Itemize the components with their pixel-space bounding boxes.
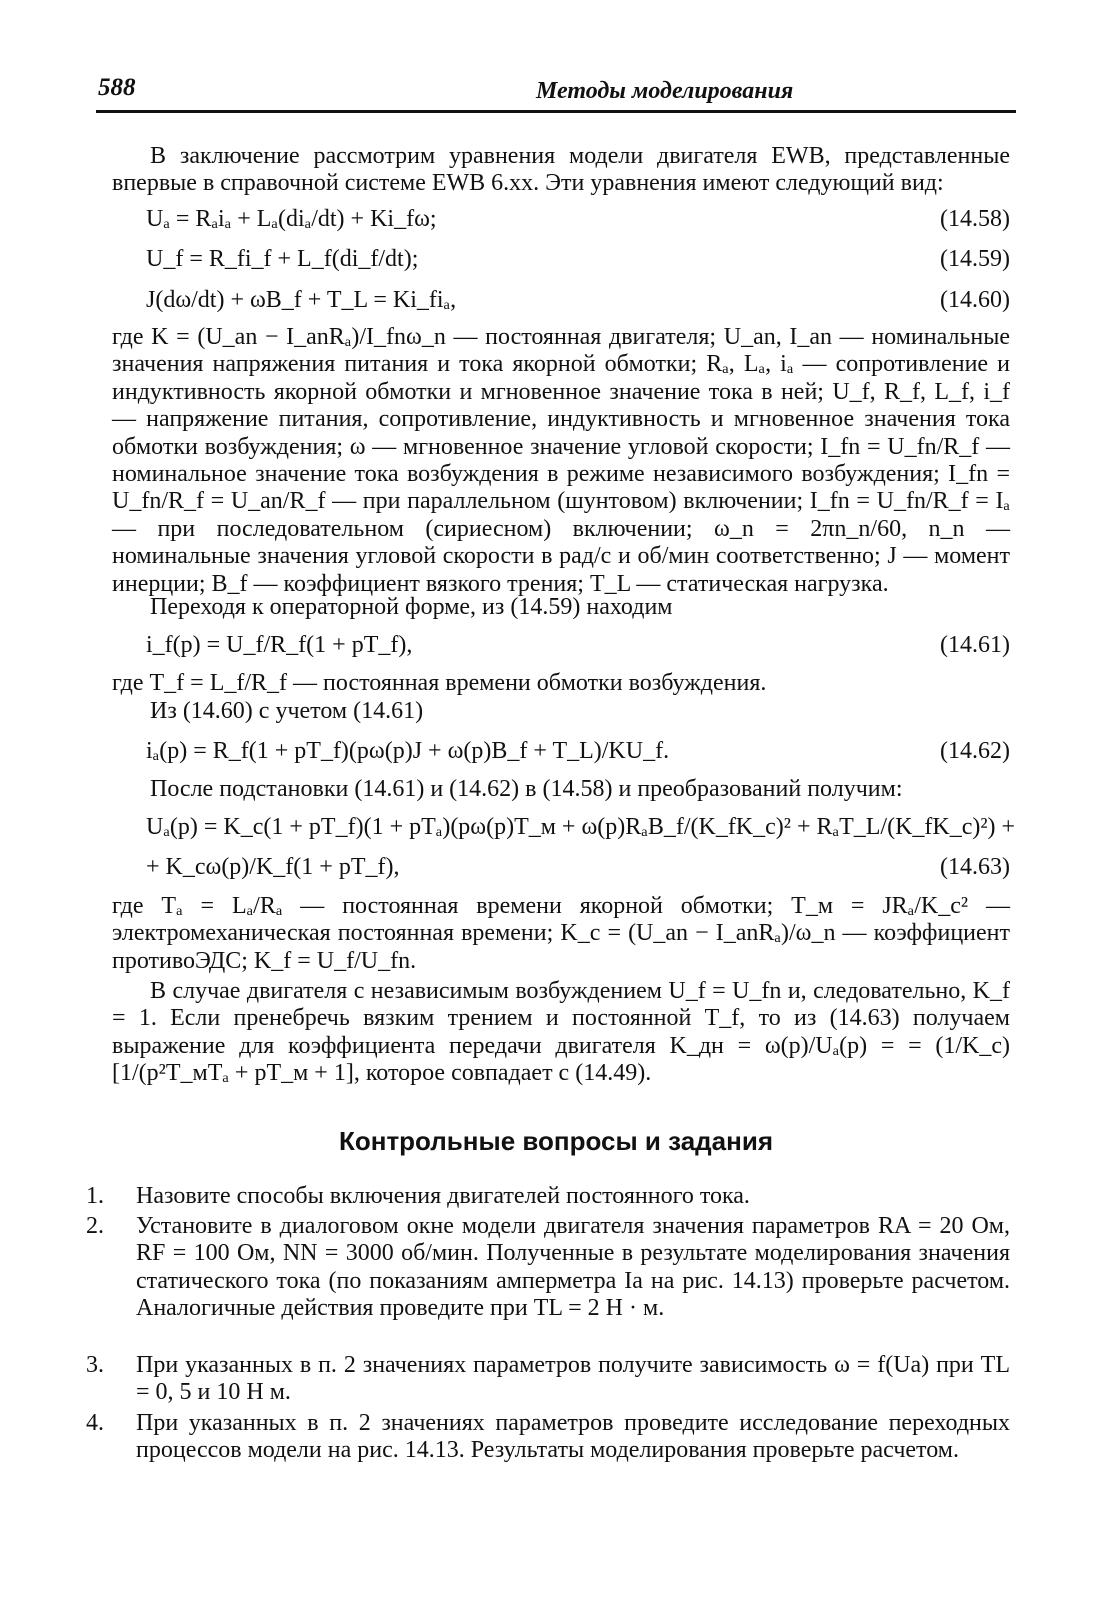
equation-expression: Uₐ = Rₐiₐ + Lₐ(diₐ/dt) + Ki_fω; [146,206,437,232]
equation-14-59 [146,244,1010,274]
question-item [86,1352,1010,1407]
equation-number: (14.59) [940,246,1010,272]
question-text: При указанных в п. 2 значениях параметров проведите исследование переходных процессов модели на рис. 14.13. Результаты моделирования проверьте расчетом. [136,1410,1010,1464]
question-number: 3. [86,1352,104,1378]
question-item [86,1183,1010,1210]
equation-14-60 [146,285,1010,315]
equation-expression: J(dω/dt) + ωB_f + T_L = Ki_fiₐ, [146,287,457,313]
running-title: Методы моделирования [536,78,794,104]
question-item [86,1410,1010,1465]
paragraph-time-constants: где Tₐ = Lₐ/Rₐ — постоянная времени якорной обмотки; T_м = JRₐ/K_c² — электромеханическая постоянная времени; K_c = (U_an − I_anRₐ)/ω_n — коэффициент противоЭДС; K_f = U_f/U_fn. [112,893,1010,974]
equation-number: (14.60) [940,287,1010,313]
page-number: 588 [98,74,136,101]
equation-number: (14.62) [940,738,1010,764]
equation-expression: i_f(p) = U_f/R_f(1 + pT_f), [146,632,413,658]
paragraph-operator-form: Переходя к операторной форме, из (14.59) находим [150,594,673,620]
equation-expression: Uₐ(p) = K_c(1 + pT_f)(1 + pTₐ)(pω(p)T_м + ω(p)RₐB_f/(K_fK_c)² + RₐT_L/(K_fK_c)²) + [146,814,1016,840]
question-text: При указанных в п. 2 значениях параметров получите зависимость ω = f(Ua) при TL = 0, 5 и 10 Н м. [136,1352,1010,1406]
section-heading: Контрольные вопросы и задания [338,1126,773,1156]
equation-14-63-line1 [146,812,1016,842]
equation-number: (14.58) [940,206,1010,232]
paragraph-definitions: где K = (U_an − I_anRₐ)/I_fnω_n — постоянная двигателя; U_an, I_an — номинальные значения напряжения питания и тока якорной обмотки; Rₐ, Lₐ, iₐ — сопротивление и индуктивность якорной обмотки и мгновенное значение тока в ней; U_f, R_f, L_f, i_f — напряжение питания, сопротивление, индуктивность и мгновенное значения тока обмотки возбуждения; ω — мгновенное значение угловой скорости; I_fn = U_fn/R_f — номинальное значение тока возбуждения в режиме независимого возбуждения; I_fn = U_fn/R_f = U_an/R_f — при параллельном (шунтовом) включении; I_fn = U_fn/R_f = Iₐ — при последовательном (сириесном) включении; ω_n = 2πn_n/60, n_n — номинальные значения угловой скорости в рад/с и об/мин соответственно; J — момент инерции; B_f — коэффициент вязкого трения; T_L — статическая нагрузка. [112,324,1010,597]
paragraph-intro: В заключение рассмотрим уравнения модели двигателя EWB, представленные впервые в справочной системе EWB 6.xx. Эти уравнения имеют следующий вид: [112,143,1010,197]
paragraph-substitution: После подстановки (14.61) и (14.62) в (14.58) и преобразований получим: [150,776,903,802]
equation-expression: iₐ(p) = R_f(1 + pT_f)(pω(p)J + ω(p)B_f + T_L)/KU_f. [146,738,670,764]
paragraph-from-14-60: Из (14.60) с учетом (14.61) [150,698,424,724]
equation-expression: + K_cω(p)/K_f(1 + pT_f), [146,854,400,880]
question-number: 4. [86,1410,104,1436]
question-number: 2. [86,1213,104,1239]
equation-14-63-line2 [146,852,1010,882]
equation-number: (14.61) [940,632,1010,658]
equation-14-61 [146,630,1010,660]
equation-number: (14.63) [940,854,1010,880]
equation-expression: U_f = R_fi_f + L_f(di_f/dt); [146,246,419,272]
question-number: 1. [86,1183,104,1209]
question-item [86,1213,1010,1323]
page-header [96,70,1016,113]
question-text: Назовите способы включения двигателей постоянного тока. [136,1183,750,1209]
question-text: Установите в диалоговом окне модели двигателя значения параметров RA = 20 Ом, RF = 100 Ом, NN = 3000 об/мин. Полученные в результате моделирования значения статического тока (по показаниям амперметра Ia на рис. 14.13) проверьте расчетом. Аналогичные действия проведите при TL = 2 Н · м. [136,1213,1010,1322]
paragraph-tf-definition: где T_f = L_f/R_f — постоянная времени обмотки возбуждения. [112,670,767,696]
equation-14-58 [146,204,1010,234]
equation-14-62 [146,736,1010,766]
paragraph-independent-excitation: В случае двигателя с независимым возбуждением U_f = U_fn и, следовательно, K_f = 1. Если пренебречь вязким трением и постоянной T_f, то из (14.63) получаем выражение для коэффициента передачи двигателя K_дн = ω(p)/Uₐ(p) = = (1/K_c)[1/(p²T_мTₐ + pT_м + 1], которое совпадает с (14.49). [112,978,1010,1087]
